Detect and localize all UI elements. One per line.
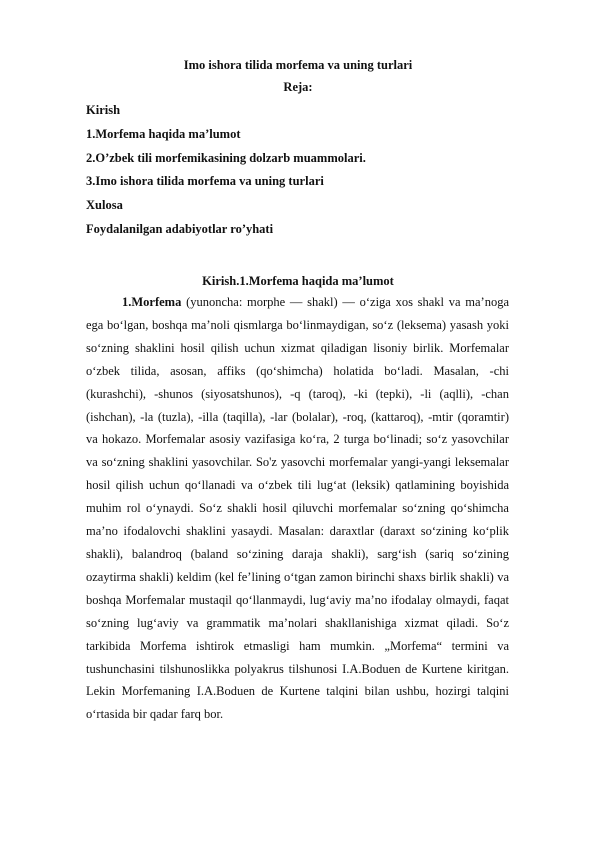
- section-title: Kirish.1.Morfema haqida ma’lumot: [202, 274, 394, 288]
- plan-list: [86, 103, 366, 246]
- document-title: Imo ishora tilida morfema va uning turlari: [183, 58, 413, 72]
- plan-heading: Reja:: [283, 80, 313, 94]
- plan-item-conclusion: Xulosa: [86, 198, 123, 213]
- plan-item-intro: Kirish: [86, 103, 121, 117]
- plan-item-1: 1.Morfema haqida ma’lumot: [86, 126, 241, 141]
- paragraph-lead: 1.Morfema: [122, 295, 182, 309]
- plan-item-2: 2.O’zbek tili morfemikasining dolzarb muammolari.: [86, 150, 366, 165]
- body-paragraph: [86, 291, 509, 726]
- plan-item-references: Foydalanilgan adabiyotlar ro’yhati: [86, 221, 274, 236]
- plan-item-3: 3.Imo ishora tilida morfema va uning turlari: [86, 174, 324, 189]
- paragraph-text: (yunoncha: morphe — shakl) — o‘ziga xos shakl va ma’noga ega bo‘lgan, boshqa ma’noli qismlarga bo‘linmaydigan, so‘z (leksema) yasash yoki so‘zning shaklini hosil qilish uchun xizmat qiladigan lisoniy birlik. Morfemalar o‘zbek tilida, asosan, affiks (qo‘shimcha) holatida bo‘ladi. Masalan, -chi (kurashchi), -shunos (siyosatshunos), -q (taroq), -ki (tepki), -li (aqlli), -chan (ishchan), -la (tuzla), -illa (taqilla), -lar (bolalar), -roq, (kattaroq), -mtir (qoramtir) va hokazo. Morfemalar asosiy vazifasiga ko‘ra, 2 turga bo‘linadi; so‘z yasovchilar va so‘zning shaklini yasovchilar. So'z yasovchi morfemalar yangi-yangi leksemalar hosil qilish uchun qo‘llanadi va o‘zbek tili lug‘at (leksik) qatlamining boyishida muhim rol o‘ynaydi. So‘z shakli hosil qiluvchi morfemalar so‘zning qo‘shimcha ma’no ifodalovchi shaklini yasaydi. Masalan: daraxtlar (daraxt so‘zining ko‘plik shakli), balandroq (baland so‘zining daraja shakli), sarg‘ish (sariq so‘zining ozaytirma shakli) keldim (kel fe’lining o‘tgan zamon birinchi shaxs birlik shakli) va boshqa Morfemalar mustaqil qo‘llanmaydi, lug‘aviy ma’no ifodalay olmaydi, faqat so‘zning lug‘aviy va grammatik ma’nolari shakllanishiga xizmat qiladi. So‘z tarkibida Morfema ishtirok etmasligi ham mumkin. „Morfema“ termini va tushunchasini tilshunoslikka polyakrus tilshunosi I.A.Boduen de Kurtene kiritgan. Lekin Morfemaning I.A.Boduen de Kurtene talqini bilan ushbu, hozirgi talqini o‘rtasida bir qadar farq bor.: [86, 295, 509, 722]
